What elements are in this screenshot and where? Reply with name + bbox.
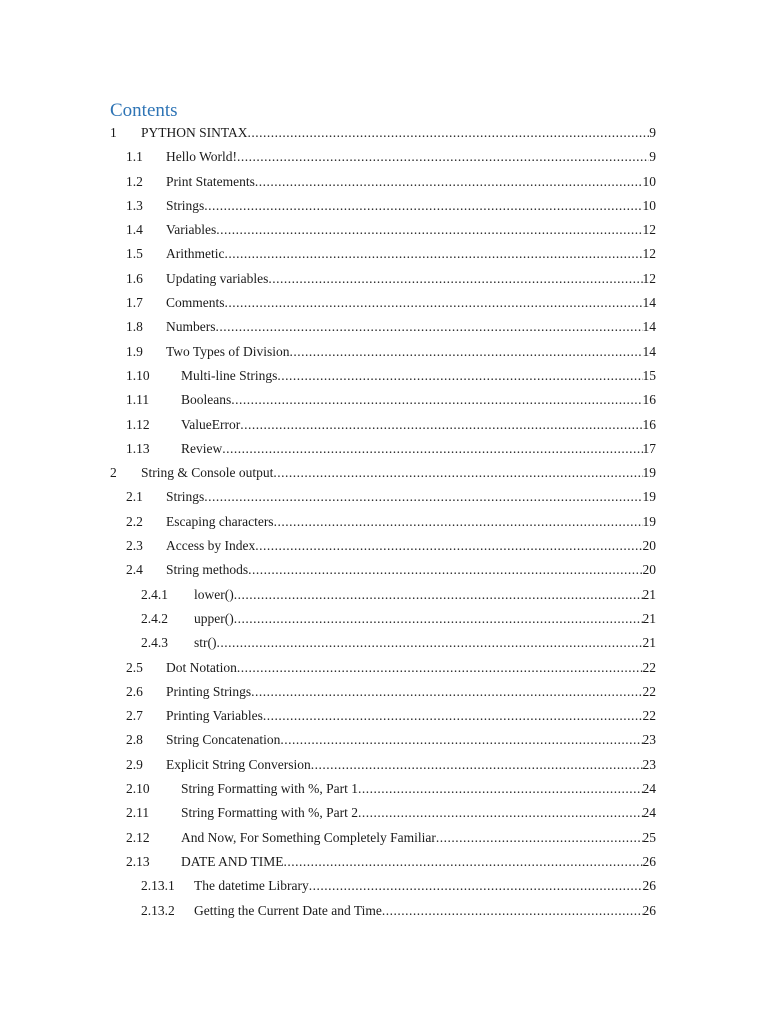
toc-entry-page-number: 23 [642, 732, 656, 748]
toc-entry-text [194, 903, 656, 919]
toc-entry-text [181, 368, 656, 384]
toc-entry-text [166, 149, 656, 165]
toc-entry-label: Getting the Current Date and Time [194, 902, 382, 918]
toc-entry-label: str() [194, 635, 217, 651]
dot-leader [240, 417, 642, 433]
table-of-contents [0, 121, 768, 923]
dot-leader [274, 514, 643, 530]
toc-entry-text [194, 611, 656, 627]
toc-entry-number: 2.13.2 [141, 902, 175, 918]
toc-entry-label: Two Types of Division [166, 343, 290, 359]
toc-entry[interactable] [0, 874, 768, 898]
toc-entry[interactable] [0, 826, 768, 850]
toc-entry-page-number: 21 [642, 586, 656, 602]
dot-leader [309, 878, 643, 894]
toc-entry-label: Multi-line Strings [181, 367, 278, 383]
dot-leader [225, 295, 643, 311]
toc-entry-label: ValueError [181, 416, 241, 432]
toc-entry-number: 1.12 [126, 416, 150, 432]
toc-entry-page-number: 14 [642, 319, 656, 335]
toc-entry-label: upper() [194, 610, 234, 626]
toc-entry-number: 1.3 [126, 197, 143, 213]
toc-entry[interactable] [0, 340, 768, 364]
dot-leader [268, 271, 642, 287]
toc-entry-number: 2.11 [126, 805, 150, 821]
dot-leader [216, 319, 643, 335]
toc-entry-text [166, 489, 656, 505]
toc-entry-text [166, 344, 656, 360]
toc-entry-page-number: 21 [642, 610, 656, 626]
toc-entry-page-number: 12 [642, 270, 656, 286]
dot-leader [204, 489, 642, 505]
dot-leader [234, 611, 643, 627]
toc-entry-page-number: 9 [649, 125, 656, 140]
toc-entry-label: Comments [166, 295, 225, 311]
toc-entry-label: Strings [166, 197, 205, 213]
toc-entry[interactable] [0, 437, 768, 461]
toc-entry[interactable] [0, 704, 768, 728]
toc-entry-number: 1.6 [126, 270, 143, 286]
toc-entry-label: Access by Index [166, 538, 256, 554]
toc-entry-text [166, 660, 656, 676]
toc-entry-label: The datetime Library [194, 878, 309, 894]
toc-entry-text [166, 174, 656, 190]
dot-leader [234, 587, 643, 603]
toc-entry-label: Escaping characters [166, 513, 274, 529]
toc-title: Contents [110, 100, 178, 121]
toc-entry-text [141, 465, 656, 481]
toc-entry-text [166, 732, 656, 748]
toc-entry-number: 1.11 [126, 392, 150, 408]
toc-entry-page-number: 14 [642, 295, 656, 311]
toc-entry[interactable] [0, 170, 768, 194]
toc-entry-label: Arithmetic [166, 246, 225, 262]
toc-entry-number: 1.4 [126, 222, 143, 238]
toc-entry[interactable] [0, 801, 768, 825]
toc-entry-page-number: 9 [649, 149, 656, 165]
toc-entry-text [194, 878, 656, 894]
toc-entry-label: lower() [194, 586, 234, 602]
toc-entry-page-number: 19 [642, 489, 656, 505]
toc-entry-number: 2.5 [126, 659, 143, 675]
dot-leader [382, 903, 643, 919]
toc-entry[interactable] [0, 728, 768, 752]
toc-entry-number: 1 [110, 125, 117, 140]
toc-entry-number: 2.6 [126, 683, 143, 699]
toc-entry-number: 2 [110, 465, 117, 481]
toc-entry-number: 1.8 [126, 319, 143, 335]
toc-entry-page-number: 22 [642, 683, 656, 699]
toc-entry-label: DATE AND TIME [181, 853, 284, 869]
toc-entry-page-number: 24 [642, 805, 656, 821]
toc-entry[interactable] [0, 218, 768, 242]
toc-entry-text [181, 392, 656, 408]
toc-entry-page-number: 17 [642, 440, 656, 456]
toc-entry-number: 2.3 [126, 538, 143, 554]
dot-leader [237, 149, 649, 165]
toc-entry-page-number: 20 [642, 562, 656, 578]
toc-entry-page-number: 10 [642, 173, 656, 189]
toc-entry[interactable] [0, 267, 768, 291]
dot-leader [255, 174, 643, 190]
toc-entry-page-number: 25 [642, 829, 656, 845]
toc-entry-text [181, 805, 656, 821]
toc-entry-label: PYTHON SINTAX [141, 125, 248, 140]
toc-entry[interactable] [0, 850, 768, 874]
toc-entry-number: 2.7 [126, 708, 143, 724]
toc-entry[interactable] [0, 631, 768, 655]
toc-entry-text [181, 854, 656, 870]
toc-entry-text [181, 781, 656, 797]
dot-leader [263, 708, 643, 724]
toc-entry-label: String Formatting with %, Part 1 [181, 781, 358, 797]
toc-entry-number: 2.13.1 [141, 878, 175, 894]
toc-entry-number: 1.1 [126, 149, 143, 165]
toc-entry-page-number: 26 [642, 878, 656, 894]
toc-entry-label: Variables [166, 222, 217, 238]
toc-entry-number: 1.9 [126, 343, 143, 359]
toc-entry[interactable] [0, 364, 768, 388]
toc-entry-label: Strings [166, 489, 205, 505]
toc-entry-text [166, 295, 656, 311]
dot-leader [289, 344, 642, 360]
toc-entry[interactable] [0, 656, 768, 680]
toc-entry[interactable] [0, 291, 768, 315]
toc-entry-text [194, 587, 656, 603]
toc-entry-number: 1.5 [126, 246, 143, 262]
toc-entry[interactable] [0, 558, 768, 582]
toc-entry-label: String Formatting with %, Part 2 [181, 805, 358, 821]
toc-entry[interactable] [0, 461, 768, 485]
toc-entry-page-number: 26 [642, 902, 656, 918]
toc-entry-page-number: 20 [642, 538, 656, 554]
toc-entry-page-number: 12 [642, 222, 656, 238]
toc-entry-number: 2.4 [126, 562, 143, 578]
toc-entry[interactable] [0, 510, 768, 534]
toc-entry-text [166, 757, 656, 773]
toc-entry-page-number: 14 [642, 343, 656, 359]
toc-entry-page-number: 10 [642, 197, 656, 213]
toc-entry-number: 2.4.3 [141, 635, 168, 651]
dot-leader [277, 368, 642, 384]
toc-entry[interactable] [0, 413, 768, 437]
toc-entry-page-number: 21 [642, 635, 656, 651]
toc-entry-page-number: 22 [642, 659, 656, 675]
toc-entry-text [141, 125, 656, 141]
toc-entry-text [166, 538, 656, 554]
toc-entry-label: Explicit String Conversion [166, 756, 311, 772]
toc-entry-page-number: 19 [642, 513, 656, 529]
dot-leader [204, 198, 642, 214]
toc-entry-text [166, 684, 656, 700]
toc-entry-text [166, 708, 656, 724]
dot-leader [273, 465, 642, 481]
toc-entry-text [181, 830, 656, 846]
toc-entry-text [166, 198, 656, 214]
toc-entry-label: Print Statements [166, 173, 255, 189]
toc-entry-label: String Concatenation [166, 732, 281, 748]
toc-entry[interactable] [0, 315, 768, 339]
toc-entry-page-number: 24 [642, 781, 656, 797]
toc-entry-label: Dot Notation [166, 659, 237, 675]
toc-entry-label: Hello World! [166, 149, 238, 165]
toc-entry-page-number: 12 [642, 246, 656, 262]
dot-leader [217, 635, 643, 651]
toc-entry[interactable] [0, 607, 768, 631]
toc-entry-number: 1.7 [126, 295, 143, 311]
dot-leader [280, 732, 642, 748]
toc-entry-text [166, 271, 656, 287]
dot-leader [251, 684, 642, 700]
toc-entry-number: 2.8 [126, 732, 143, 748]
toc-entry-label: String & Console output [141, 465, 274, 481]
toc-entry-label: Numbers [166, 319, 216, 335]
toc-entry-number: 2.13 [126, 853, 150, 869]
toc-entry-text [166, 222, 656, 238]
toc-entry-text [181, 441, 656, 457]
toc-entry-text [194, 635, 656, 651]
toc-entry-number: 1.13 [126, 440, 150, 456]
toc-entry[interactable] [0, 194, 768, 218]
dot-leader [224, 246, 642, 262]
toc-entry-number: 1.10 [126, 367, 150, 383]
toc-entry-number: 2.4.1 [141, 586, 168, 602]
toc-entry-page-number: 22 [642, 708, 656, 724]
toc-entry-page-number: 19 [642, 465, 656, 481]
toc-entry-page-number: 23 [642, 756, 656, 772]
toc-entry-label: Printing Strings [166, 683, 252, 699]
toc-entry[interactable] [0, 485, 768, 509]
toc-entry-text [166, 319, 656, 335]
toc-entry[interactable] [0, 753, 768, 777]
toc-entry-text [181, 417, 656, 433]
toc-entry-page-number: 26 [642, 853, 656, 869]
toc-entry-number: 2.12 [126, 829, 150, 845]
toc-entry[interactable] [0, 242, 768, 266]
toc-entry[interactable] [0, 583, 768, 607]
dot-leader [237, 660, 643, 676]
toc-entry-label: Updating variables [166, 270, 269, 286]
toc-entry-page-number: 15 [642, 367, 656, 383]
toc-entry-number: 2.9 [126, 756, 143, 772]
toc-entry-label: Printing Variables [166, 708, 263, 724]
dot-leader [436, 830, 643, 846]
toc-entry[interactable] [0, 388, 768, 412]
toc-entry-text [166, 246, 656, 262]
dot-leader [284, 854, 643, 870]
toc-entry-label: Booleans [181, 392, 232, 408]
toc-entry[interactable] [0, 899, 768, 923]
toc-entry-label: String methods [166, 562, 249, 578]
toc-entry[interactable] [0, 680, 768, 704]
dot-leader [358, 781, 643, 797]
toc-entry-page-number: 16 [642, 392, 656, 408]
toc-entry-number: 2.1 [126, 489, 143, 505]
dot-leader [248, 562, 642, 578]
dot-leader [216, 222, 642, 238]
toc-entry-number: 2.10 [126, 781, 150, 797]
toc-entry-number: 2.4.2 [141, 610, 168, 626]
dot-leader [248, 125, 650, 141]
dot-leader [311, 757, 643, 773]
toc-entry-text [166, 562, 656, 578]
toc-entry[interactable] [0, 777, 768, 801]
toc-entry-label: And Now, For Something Completely Familiar [181, 829, 436, 845]
dot-leader [231, 392, 642, 408]
toc-entry-number: 1.2 [126, 173, 143, 189]
toc-entry-page-number: 16 [642, 416, 656, 432]
dot-leader [358, 805, 643, 821]
toc-entry-number: 2.2 [126, 513, 143, 529]
dot-leader [222, 441, 642, 457]
toc-entry-label: Review [181, 440, 223, 456]
dot-leader [255, 538, 642, 554]
toc-entry[interactable] [0, 145, 768, 169]
toc-entry-text [166, 514, 656, 530]
toc-entry[interactable] [0, 121, 768, 145]
toc-entry[interactable] [0, 534, 768, 558]
